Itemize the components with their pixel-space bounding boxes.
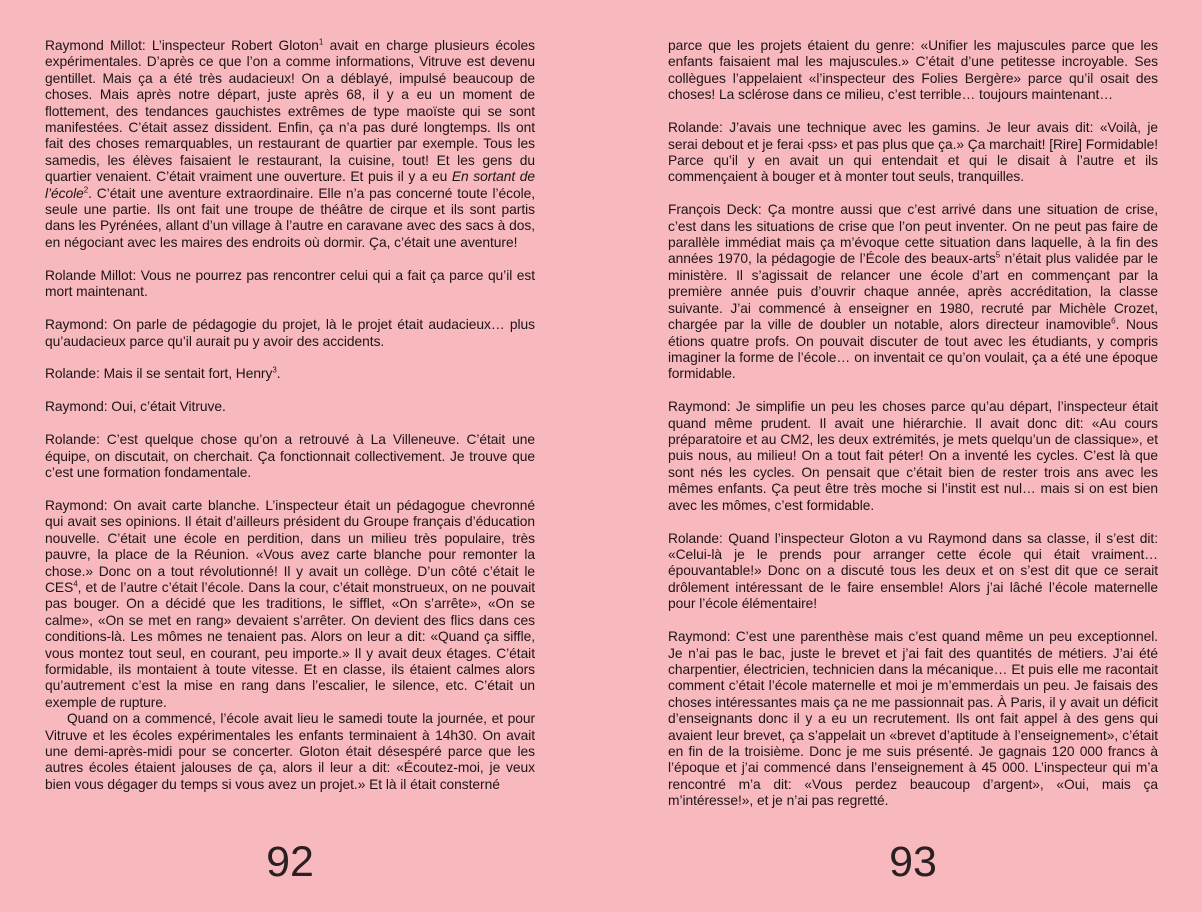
- paragraph: [45, 498, 535, 711]
- paragraph: [45, 268, 535, 301]
- page-number-left: 92: [266, 838, 314, 886]
- paragraph: [668, 399, 1158, 514]
- paragraph: [668, 38, 1158, 104]
- paragraph: [668, 120, 1158, 186]
- text-run: Rolande: J’avais une technique avec les gamins. Je leur avais dit: «Voilà, je serai debout et je ferai ‹pss› et pas plus que ça.» Ça marchait! [Rire] Formidable! Parce qu’il y en avait un qui entendait et qui le disait à l’autre et ils commençaient à bouger et à monter tout seuls, tranquilles.: [668, 120, 1158, 185]
- text-run: . Nous étions quatre profs. On pouvait discuter de tout avec les étudiants, y compris imaginer la forme de l’école… on inventait ce qu’on voulait, ça a été une époque formidable.: [668, 317, 1158, 382]
- paragraph: [45, 399, 535, 415]
- footnote-marker: 5: [995, 250, 1001, 260]
- text-run: Raymond: C’est une parenthèse mais c’est quand même un peu exceptionnel. Je n’ai pas le bac, juste le brevet et j’ai fait des quantités de métiers. J’ai été charpentier, électricien, technicien dans la mécanique… Et puis elle me racontait comment c’était l’école maternelle et moi je m’emmerdais un peu. Je faisais des choses intéressantes mais ça ne me passionnait pas. À Paris, il y avait un déficit d’enseignants donc il y a eu un recrutement. Ils ont fait appel à des gens qui avaient leur brevet, ça s’appelait un «brevet d’aptitude à l’enseignement», c’était en fin de la troisième. Donc je me suis présenté. Je gagnais 120 000 francs à l’époque et j’ai commencé dans l’enseignement à 45 000. L’inspecteur qui m’a rencontré m’a dit: «Vous perdez beaucoup d’argent», «Oui, mais ça m’intéresse!», et je n’ai pas regretté.: [668, 629, 1158, 809]
- text-run: Raymond: Oui, c’était Vitruve.: [45, 399, 226, 415]
- text-run: Rolande: Mais il se sentait fort, Henry: [45, 366, 273, 382]
- paragraph: [668, 629, 1158, 809]
- text-run: Raymond: Je simplifie un peu les choses parce qu’au départ, l’inspecteur était quand même prudent. Il avait une hiérarchie. Il avait donc dit: «Au cours préparatoire et au CM2, les deux extrémités, je mets quelqu’un de classique», et puis nous, au milieu! On a tout fait péter! On a inventé les cycles. C’est là que sont nés les cycles. On pensait que c’était bien de rester trois ans avec les mêmes enfants. Ça peut être très moche si l’instit est nul… mais si on est bien avec les mômes, c’est formidable.: [668, 399, 1158, 513]
- text-run: .: [276, 366, 281, 382]
- text-run: Raymond: On avait carte blanche. L’inspecteur était un pédagogue chevronné qui avait ses opinions. Il était d’ailleurs président du Groupe français d’éducation nouvelle. C’était une école en perdition, dans un milieu très populaire, très pauvre, la place de la Réunion. «Vous avez carte blanche pour remonter la chose.» Donc on a tout révolutionné! Il y avait un collège. D’un côté c’était le CES: [45, 497, 535, 595]
- paragraph: [668, 531, 1158, 613]
- footnote-marker: 1: [318, 37, 324, 47]
- paragraph: [45, 711, 535, 793]
- text-run: avait en charge plusieurs écoles expérimentales. D’après ce que l’on a comme informations, Vitruve est devenu gentillet. Mais ça a été très audacieux! On a déblayé, impulsé beaucoup de choses. Mais après notre départ, juste après 68, il y a eu un moment de flottement, des tendances gauchistes extrêmes de type maoïste qui se sont manifestées. C’était assez dissident. Enfin, ça n’a pas duré longtemps. Ils ont fait des choses remarquables, un restaurant de quartier par exemple. Tous les samedis, les élèves faisaient le restaurant, la cuisine, tout! Et les gens du quartier venaient. C’était vraiment une ouverture. Et puis il y a eu: [45, 38, 535, 185]
- text-run: Raymond: On parle de pédagogie du projet, là le projet était audacieux… plus qu’audacieux parce qu’il aurait pu y avoir des accidents.: [45, 317, 535, 349]
- paragraph: [668, 202, 1158, 382]
- text-run: Rolande Millot: Vous ne pourrez pas rencontrer celui qui a fait ça parce qu’il est mort maintenant.: [45, 267, 535, 300]
- footnote-marker: 2: [83, 185, 89, 195]
- text-run: François Deck: Ça montre aussi que c’est arrivé dans une situation de crise, c’est dans les situations de crise que l’on peut inventer. On ne peut pas faire de parallèle immédiat mais ça m’évoque cette situation dans laquelle, à la fin des années 1970, la pédagogie de l’École des beaux-arts: [668, 202, 1158, 267]
- text-run: Rolande: Quand l’inspecteur Gloton a vu Raymond dans sa classe, il s’est dit: «Celui-là je le prends pour arranger cette école qui était vraiment… épouvantable!» Donc on a discuté tous les deux et on s’est dit que ce serait drôlement intéressant de le faire ensemble! Alors j’ai lâché l’école maternelle pour l’école élémentaire!: [668, 530, 1158, 612]
- italic-title: En sortant de l’école: [45, 169, 535, 201]
- text-run: n’était plus validée par le ministère. Il s’agissait de relancer une école d’art en commençant par la première année puis d’ouvrir chaque année, après accréditation, la classe suivante. J’ai commencé à enseigner en 1980, recruté par Michèle Crozet, chargée par la ville de doubler un notable, alors directeur inamovible: [668, 251, 1159, 333]
- text-run: Quand on a commencé, l’école avait lieu le samedi toute la journée, et pour Vitruve et les écoles expérimentales les enfants terminaient à 14h30. On avait une demi-après-midi pour se concerter. Gloton était désespéré parce que les autres écoles étaient jalouses de ça, alors il leur a dit: «Écoutez-moi, je veux bien vous dégager du temps si vous avez un projet.» Et là il était consterné: [45, 711, 535, 792]
- paragraph: [45, 432, 535, 481]
- left-page: [45, 38, 535, 810]
- page-number-right: 93: [889, 838, 937, 886]
- right-page: [668, 38, 1158, 826]
- text-run: , et de l’autre c’était l’école. Dans la cour, c’était monstrueux, on ne pouvait pas bouger. On a décidé que les traditions, le sifflet, «On s’arrête», «On se calme», «On se met en rang» devaient s’arrêter. On devient des flics dans ces conditions-là. Les mômes ne tenaient pas. Alors on leur a dit: «Quand ça siffle, vous montez tout seul, en courant, peu importe.» Il y avait deux étages. C’était formidable, ils montaient à toute vitesse. Et en classe, ils étaient calmes alors qu’autrement c’est la mise en rang dans l’escalier, le silence, etc. C’était un exemple de rupture.: [45, 579, 535, 710]
- footnote-marker: 4: [73, 579, 78, 589]
- paragraph: [45, 366, 535, 382]
- text-run: . C’était une aventure extraordinaire. Elle n’a pas concerné toute l’école, seule une partie. Ils ont fait une troupe de théâtre de cirque et ils sont partis dans les Pyrénées, allant d’un village à l’autre en caravane avec des sacs à dos, en négociant avec les maires des endroits où dormir. Ça, c’était une aventure!: [45, 185, 535, 250]
- paragraph: [45, 317, 535, 350]
- footnote-marker: 6: [1111, 316, 1116, 326]
- text-run: parce que les projets étaient du genre: «Unifier les majuscules parce que les enfants faisaient mal les majuscules.» C’était d’une petitesse incroyable. Ses collègues l’appelaient «l’inspecteur des Folies Bergère» parce qu’il osait des choses! La sclérose dans ce milieu, c’est terrible… toujours maintenant…: [668, 38, 1158, 103]
- text-run: Rolande: C’est quelque chose qu’on a retrouvé à La Villeneuve. C’était une équipe, on discutait, on cherchait. Ça fonctionnait collectivement. Je trouve que c’est une formation fondamentale.: [45, 432, 535, 481]
- footnote-marker: 3: [272, 365, 277, 375]
- text-run: Raymond Millot: L’inspecteur Robert Gloton: [45, 38, 319, 53]
- paragraph: [45, 38, 535, 251]
